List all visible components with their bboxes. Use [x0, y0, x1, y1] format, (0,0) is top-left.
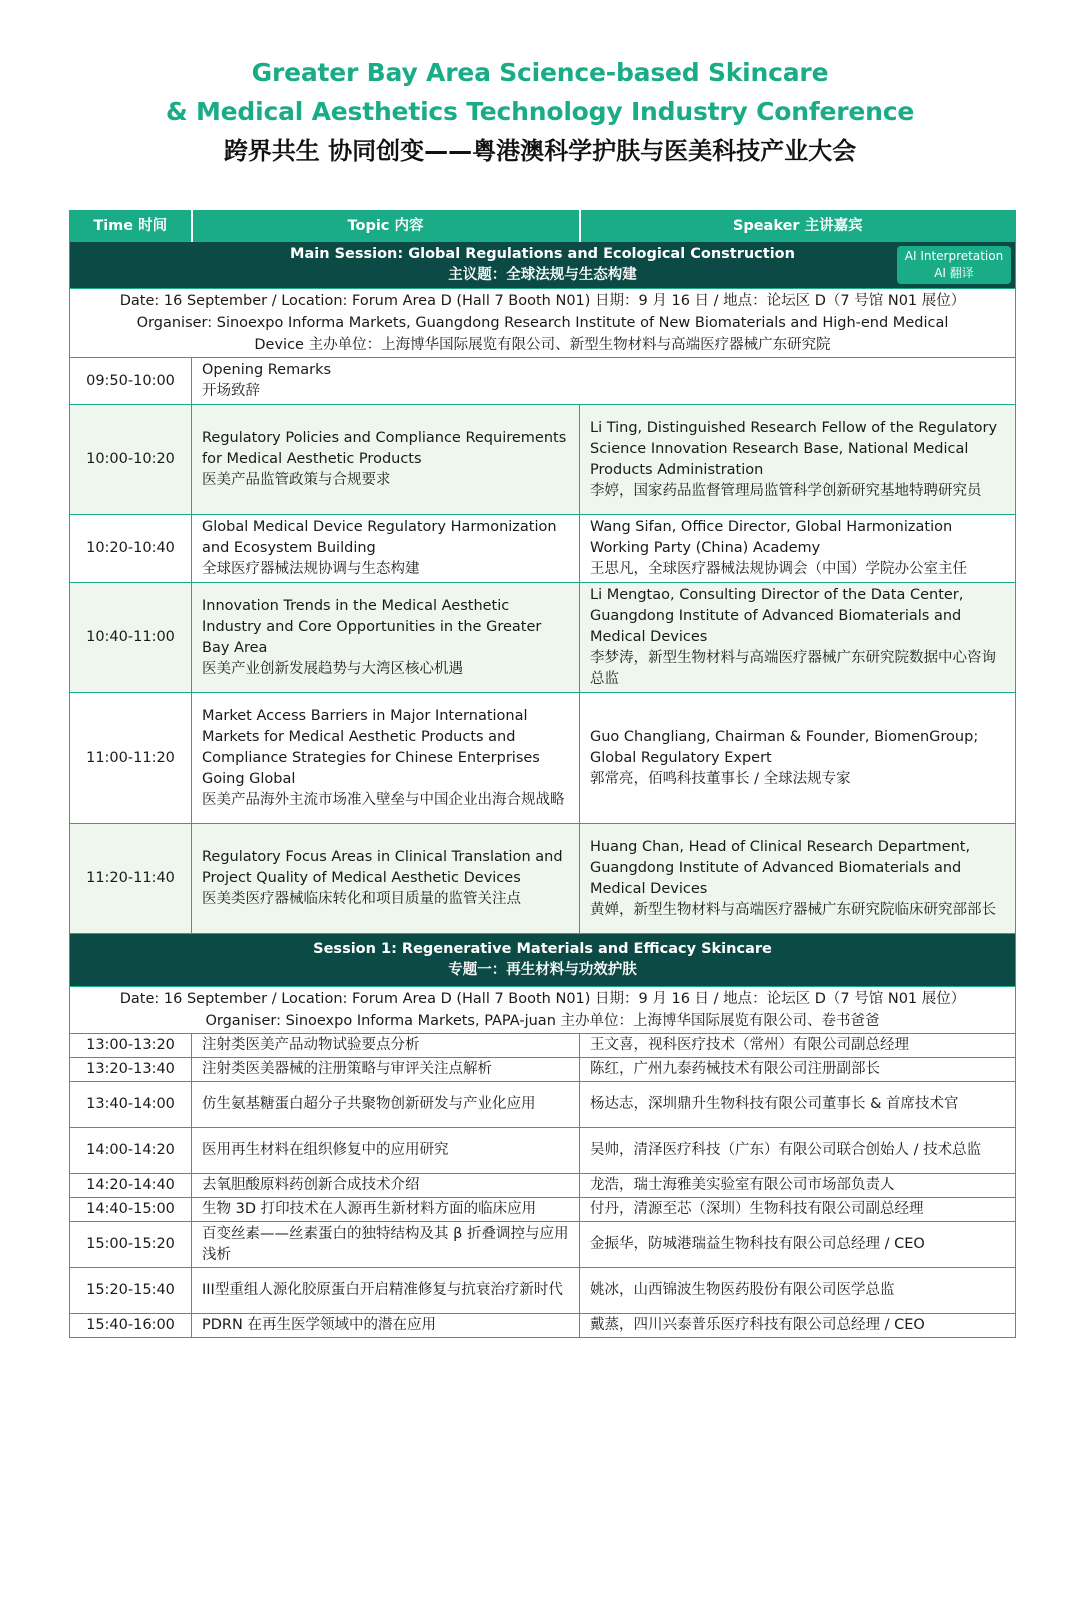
table-row: [70, 1034, 1016, 1058]
table-header-row: [70, 211, 1016, 242]
table-row: [70, 1174, 1016, 1198]
info-date-location: Date: 16 September / Location: Forum Area D (Hall 7 Booth N01) 日期：9 月 16 日 / 地点：论坛区 D（7 号馆 N01 展位）: [119, 293, 966, 309]
row-speaker: 龙浩，瑞士海雅美实验室有限公司市场部负责人: [580, 1174, 1016, 1198]
speaker-en: Li Ting, Distinguished Research Fellow of the Regulatory Science Innovation Research Base, National Medical Products Administration: [590, 419, 998, 478]
row-topic: 生物 3D 打印技术在人源再生新材料方面的临床应用: [192, 1198, 580, 1222]
topic-en: Innovation Trends in the Medical Aesthetic Industry and Core Opportunities in the Greater Bay Area: [202, 597, 542, 656]
table-row: [70, 1198, 1016, 1222]
speaker-en: Li Mengtao, Consulting Director of the Data Center, Guangdong Institute of Advanced Biomaterials and Medical Devices: [590, 587, 964, 645]
speaker-cn: 黄婵，新型生物材料与高端医疗器械广东研究院临床研究部部长: [590, 901, 996, 918]
row-time: 15:20-15:40: [70, 1268, 192, 1314]
row-speaker: 陈红，广州九泰药械技术有限公司注册副部长: [580, 1058, 1016, 1082]
row-time: 13:20-13:40: [70, 1058, 192, 1082]
session-1-title-cn: 专题一：再生材料与功效护肤: [448, 962, 637, 978]
info-organiser: Organiser: Sinoexpo Informa Markets, PAPA-juan 主办单位：上海博华国际展览有限公司、卷书爸爸: [205, 1013, 880, 1029]
row-speaker: [580, 693, 1016, 824]
row-time: 15:00-15:20: [70, 1222, 192, 1268]
page-header: [0, 0, 1080, 169]
title-cn: 跨界共生 协同创变——粤港澳科学护肤与医美科技产业大会: [223, 137, 857, 165]
table-row: [70, 515, 1016, 583]
topic-cn: 开场致辞: [202, 383, 260, 399]
row-time: 11:20-11:40: [70, 824, 192, 934]
row-time: 11:00-11:20: [70, 693, 192, 824]
session-1-title-en: Session 1: Regenerative Materials and Efficacy Skincare: [313, 941, 772, 957]
speaker-en: Guo Changliang, Chairman & Founder, BiomenGroup; Global Regulatory Expert: [590, 728, 979, 766]
speaker-cn: 王思凡，全球医疗器械法规协调会（中国）学院办公室主任: [590, 561, 967, 577]
row-speaker: 吴帅，清泽医疗科技（广东）有限公司联合创始人 / 技术总监: [580, 1128, 1016, 1174]
row-topic: III型重组人源化胶原蛋白开启精准修复与抗衰治疗新时代: [192, 1268, 580, 1314]
topic-cn: 医美类医疗器械临床转化和项目质量的监管关注点: [202, 891, 521, 907]
row-time: 09:50-10:00: [70, 358, 192, 405]
topic-cn: 全球医疗器械法规协调与生态构建: [202, 561, 420, 577]
main-session-info: [70, 289, 1016, 358]
info-organiser-cont: Device 主办单位：上海博华国际展览有限公司、新型生物材料与高端医疗器械广东研究院: [254, 337, 831, 353]
main-session-title-en: Main Session: Global Regulations and Ecological Construction: [290, 246, 795, 262]
row-speaker: 王文喜，视科医疗技术（常州）有限公司副总经理: [580, 1034, 1016, 1058]
row-speaker: 金振华，防城港瑞益生物科技有限公司总经理 / CEO: [580, 1222, 1016, 1268]
table-row: [70, 1268, 1016, 1314]
agenda-table: [69, 210, 1016, 1338]
row-speaker: [580, 405, 1016, 515]
row-time: 10:20-10:40: [70, 515, 192, 583]
speaker-en: Wang Sifan, Office Director, Global Harmonization Working Party (China) Academy: [590, 519, 953, 556]
title-en-line-1: Greater Bay Area Science-based Skincare: [251, 58, 829, 87]
topic-en: Global Medical Device Regulatory Harmonization and Ecosystem Building: [202, 519, 557, 556]
row-time: 14:00-14:20: [70, 1128, 192, 1174]
table-row: [70, 1128, 1016, 1174]
info-date-location: Date: 16 September / Location: Forum Area D (Hall 7 Booth N01) 日期：9 月 16 日 / 地点：论坛区 D（7 号馆 N01 展位）: [119, 991, 966, 1007]
session-1-header: [70, 934, 1016, 987]
row-time: 14:20-14:40: [70, 1174, 192, 1198]
table-row: [70, 358, 1016, 405]
row-topic: [192, 358, 1016, 405]
row-topic: 百变丝素——丝素蛋白的独特结构及其 β 折叠调控与应用浅析: [192, 1222, 580, 1268]
row-speaker: 付丹，清源至芯（深圳）生物科技有限公司副总经理: [580, 1198, 1016, 1222]
row-topic: [192, 405, 580, 515]
main-session-header: [70, 242, 1016, 289]
speaker-cn: 郭常亮，佰鸣科技董事长 / 全球法规专家: [590, 770, 851, 787]
topic-en: Opening Remarks: [202, 362, 332, 378]
row-topic: [192, 583, 580, 693]
topic-cn: 医美产业创新发展趋势与大湾区核心机遇: [202, 660, 463, 677]
row-topic: [192, 515, 580, 583]
row-speaker: 杨达志，深圳鼎升生物科技有限公司董事长 & 首席技术官: [580, 1082, 1016, 1128]
row-topic: [192, 693, 580, 824]
table-row: [70, 1222, 1016, 1268]
row-topic: 仿生氨基糖蛋白超分子共聚物创新研发与产业化应用: [192, 1082, 580, 1128]
row-topic: 医用再生材料在组织修复中的应用研究: [192, 1128, 580, 1174]
row-speaker: [580, 515, 1016, 583]
speaker-cn: 李婷，国家药品监督管理局监管科学创新研究基地特聘研究员: [590, 482, 982, 499]
table-row: [70, 1058, 1016, 1082]
row-time: 15:40-16:00: [70, 1314, 192, 1338]
topic-cn: 医美产品监管政策与合规要求: [202, 472, 391, 488]
col-header-speaker: Speaker 主讲嘉宾: [580, 211, 1016, 242]
topic-cn: 医美产品海外主流市场准入壁垒与中国企业出海合规战略: [202, 791, 565, 808]
ai-interpretation-badge: [897, 246, 1011, 284]
row-time: 14:40-15:00: [70, 1198, 192, 1222]
row-time: 13:40-14:00: [70, 1082, 192, 1128]
table-row: [70, 405, 1016, 515]
table-row: [70, 1082, 1016, 1128]
table-row: [70, 824, 1016, 934]
col-header-topic: Topic 内容: [192, 211, 580, 242]
row-speaker: [580, 824, 1016, 934]
row-speaker: 戴蒸，四川兴泰普乐医疗科技有限公司总经理 / CEO: [580, 1314, 1016, 1338]
col-header-time: Time 时间: [70, 211, 192, 242]
speaker-cn: 李梦涛，新型生物材料与高端医疗器械广东研究院数据中心咨询总监: [590, 650, 996, 687]
ai-badge-cn: AI 翻译: [934, 266, 974, 280]
row-time: 13:00-13:20: [70, 1034, 192, 1058]
topic-en: Regulatory Focus Areas in Clinical Translation and Project Quality of Medical Aesthetic Devices: [202, 849, 563, 886]
topic-en: Market Access Barriers in Major International Markets for Medical Aesthetic Products and Compliance Strategies for Chinese Enterprises Going Global: [202, 707, 540, 787]
row-speaker: 姚冰，山西锦波生物医药股份有限公司医学总监: [580, 1268, 1016, 1314]
table-row: [70, 693, 1016, 824]
topic-en: Regulatory Policies and Compliance Requirements for Medical Aesthetic Products: [202, 430, 567, 467]
row-speaker: [580, 583, 1016, 693]
row-topic: 注射类医美产品动物试验要点分析: [192, 1034, 580, 1058]
row-time: 10:00-10:20: [70, 405, 192, 515]
main-session-title-cn: 主议题：全球法规与生态构建: [448, 267, 637, 283]
row-topic: PDRN 在再生医学领域中的潜在应用: [192, 1314, 580, 1338]
row-time: 10:40-11:00: [70, 583, 192, 693]
speaker-en: Huang Chan, Head of Clinical Research Department, Guangdong Institute of Advanced Biomaterials and Medical Devices: [590, 838, 971, 897]
row-topic: 注射类医美器械的注册策略与审评关注点解析: [192, 1058, 580, 1082]
session-1-info: [70, 987, 1016, 1034]
table-row: [70, 1314, 1016, 1338]
table-row: [70, 583, 1016, 693]
title-en-line-2: & Medical Aesthetics Technology Industry Conference: [165, 97, 915, 126]
row-topic: 去氧胆酸原料药创新合成技术介绍: [192, 1174, 580, 1198]
ai-badge-en: AI Interpretation: [904, 249, 1004, 263]
info-organiser: Organiser: Sinoexpo Informa Markets, Guangdong Research Institute of New Biomaterials and High-end Medical: [136, 315, 949, 331]
row-topic: [192, 824, 580, 934]
